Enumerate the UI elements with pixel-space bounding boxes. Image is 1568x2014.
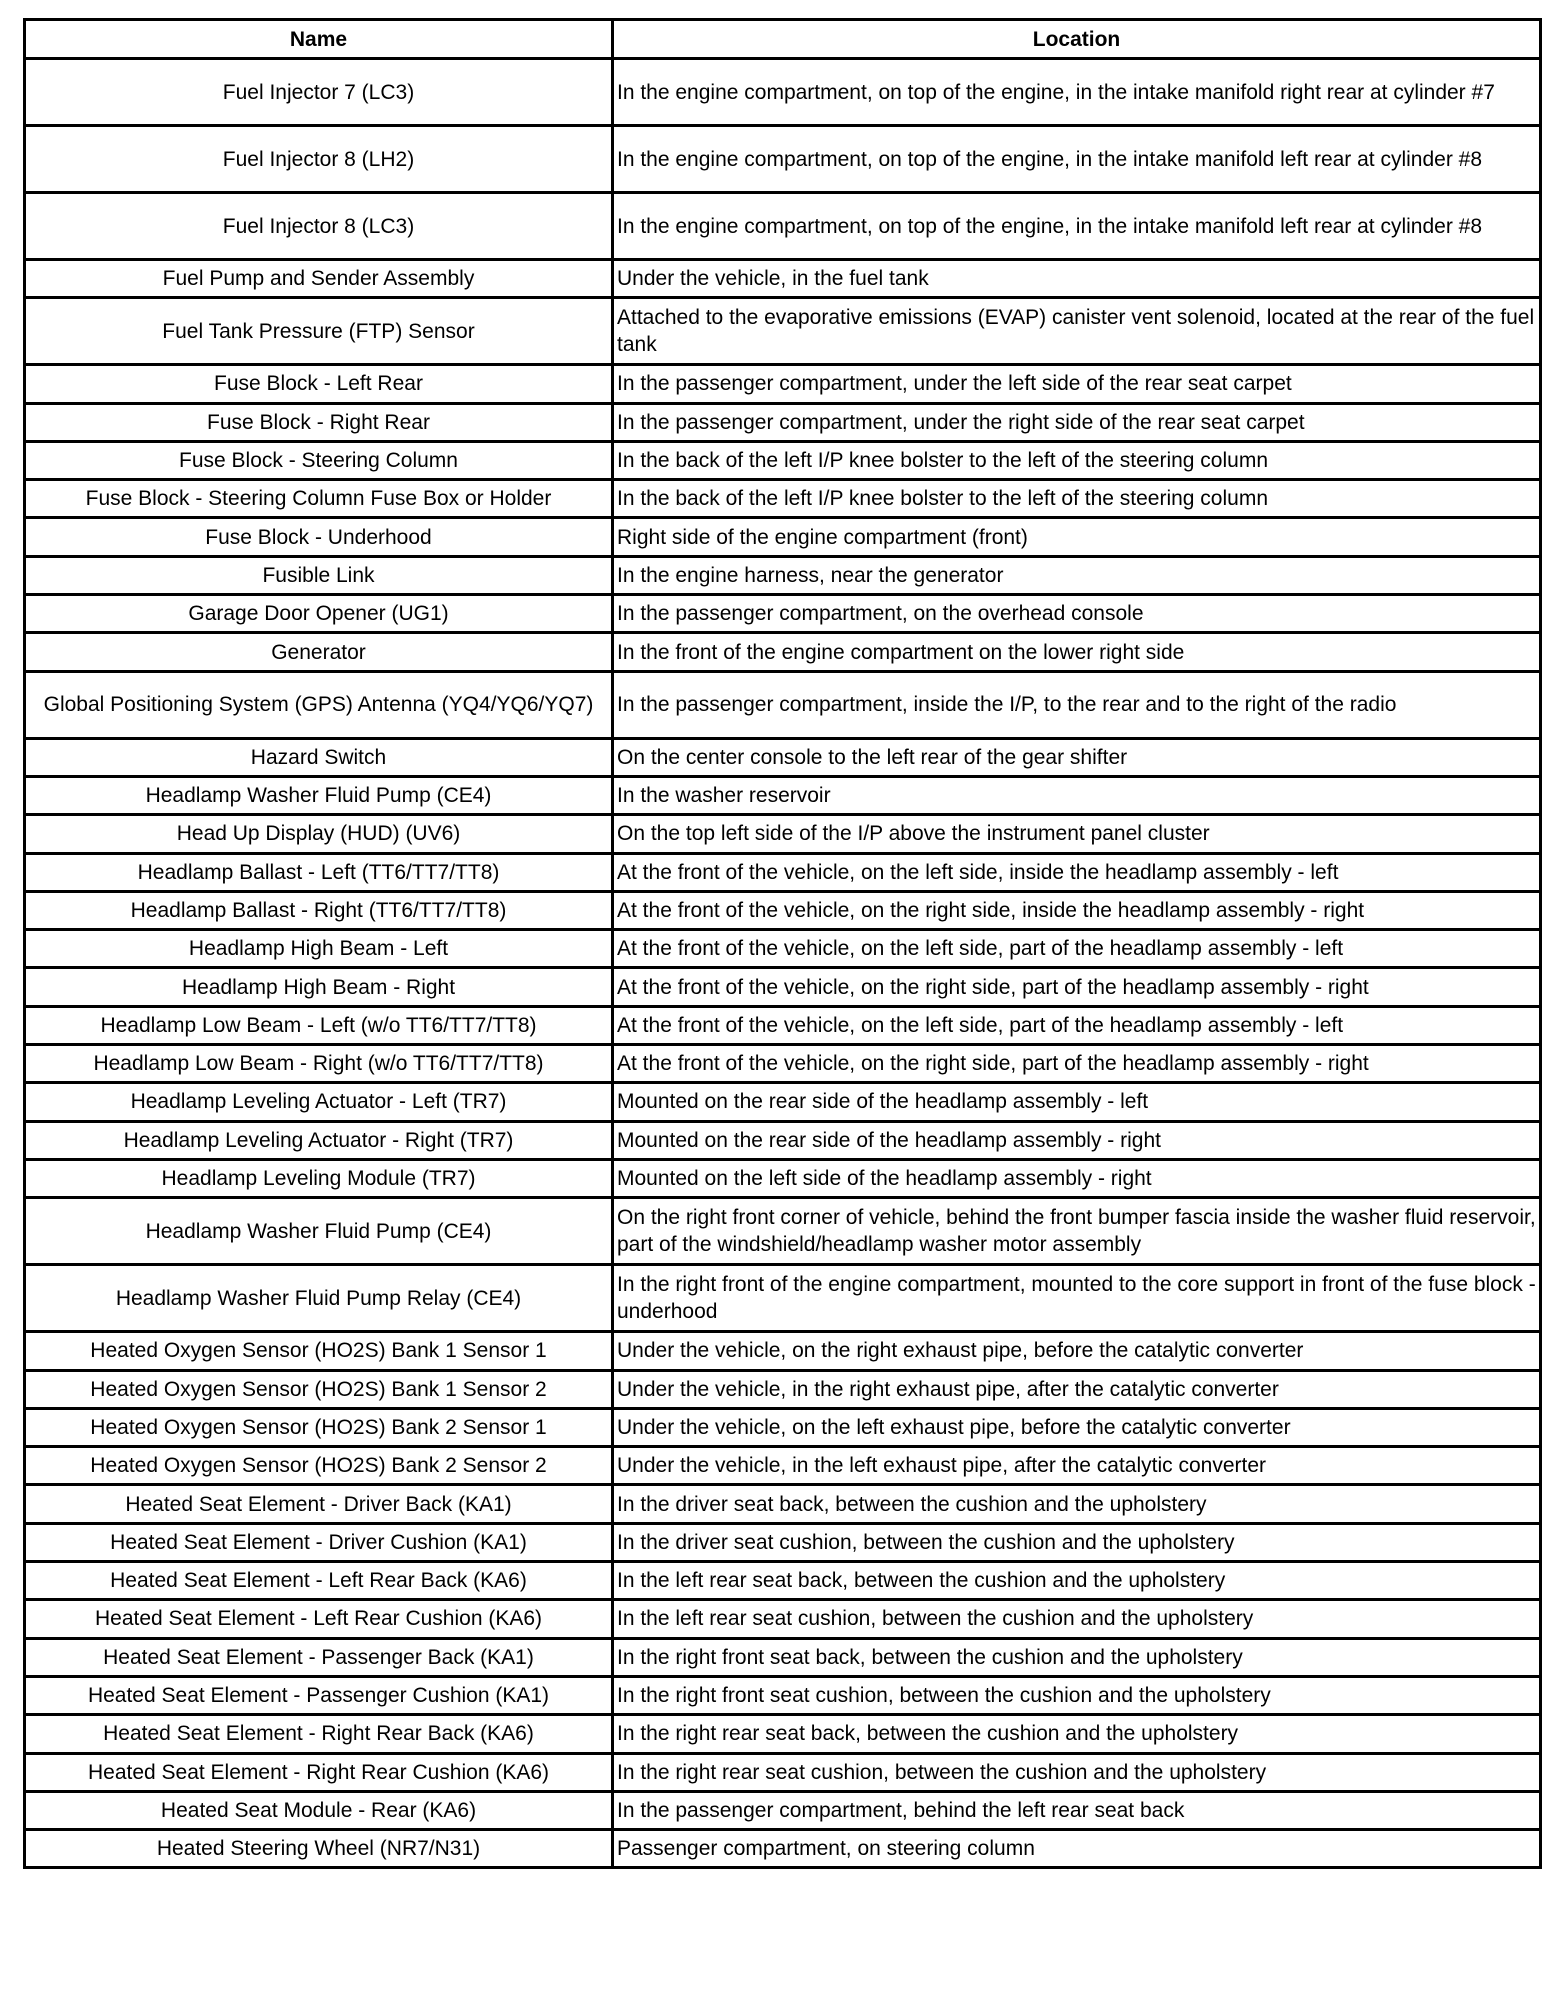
component-name-cell: Headlamp Leveling Actuator - Left (TR7) [25,1083,613,1121]
component-name-cell: Fuel Injector 8 (LC3) [25,193,613,260]
table-row [25,891,1541,929]
table-row [25,1083,1541,1121]
table-row [25,298,1541,365]
component-name-cell: Fuse Block - Left Rear [25,365,613,403]
table-row [25,1715,1541,1753]
component-location-cell: In the passenger compartment, under the left side of the rear seat carpet [613,365,1541,403]
table-row [25,1045,1541,1083]
component-name-cell: Generator [25,633,613,671]
component-name-cell: Headlamp Leveling Module (TR7) [25,1159,613,1197]
component-location-cell: In the right front seat back, between the cushion and the upholstery [613,1638,1541,1676]
table-row [25,403,1541,441]
component-location-cell: In the right front seat cushion, between the cushion and the upholstery [613,1676,1541,1714]
component-location-cell: At the front of the vehicle, on the right side, part of the headlamp assembly - right [613,1045,1541,1083]
table-row [25,441,1541,479]
component-location-cell: In the passenger compartment, under the right side of the rear seat carpet [613,403,1541,441]
component-location-cell: In the engine compartment, on top of the engine, in the intake manifold left rear at cylinder #8 [613,126,1541,193]
component-location-cell: In the passenger compartment, behind the left rear seat back [613,1791,1541,1829]
component-name-cell: Heated Oxygen Sensor (HO2S) Bank 2 Sensor 1 [25,1408,613,1446]
component-name-cell: Heated Seat Element - Driver Back (KA1) [25,1485,613,1523]
component-location-cell: Under the vehicle, on the left exhaust pipe, before the catalytic converter [613,1408,1541,1446]
table-row [25,556,1541,594]
component-location-cell: At the front of the vehicle, on the left side, part of the headlamp assembly - left [613,930,1541,968]
table-row [25,1006,1541,1044]
component-location-cell: On the top left side of the I/P above the instrument panel cluster [613,815,1541,853]
table-row [25,633,1541,671]
component-name-cell: Fuel Tank Pressure (FTP) Sensor [25,298,613,365]
table-row [25,1485,1541,1523]
table-row [25,480,1541,518]
component-location-table [23,18,1542,1869]
table-row [25,671,1541,738]
component-name-cell: Heated Seat Element - Right Rear Cushion (KA6) [25,1753,613,1791]
component-name-cell: Headlamp Low Beam - Right (w/o TT6/TT7/TT8) [25,1045,613,1083]
table-row [25,1638,1541,1676]
table-row [25,853,1541,891]
table-row [25,930,1541,968]
component-location-cell: In the front of the engine compartment on the lower right side [613,633,1541,671]
table-row [25,193,1541,260]
component-name-cell: Headlamp Washer Fluid Pump (CE4) [25,776,613,814]
component-location-cell: On the center console to the left rear of the gear shifter [613,738,1541,776]
table-row [25,1562,1541,1600]
component-location-cell: At the front of the vehicle, on the left side, part of the headlamp assembly - left [613,1006,1541,1044]
component-name-cell: Heated Steering Wheel (NR7/N31) [25,1830,613,1868]
component-name-cell: Fuse Block - Right Rear [25,403,613,441]
component-name-cell: Heated Oxygen Sensor (HO2S) Bank 1 Sensor 1 [25,1332,613,1370]
component-name-cell: Headlamp Washer Fluid Pump (CE4) [25,1198,613,1265]
table-row [25,1370,1541,1408]
table-row [25,1753,1541,1791]
component-name-cell: Heated Seat Element - Left Rear Cushion (KA6) [25,1600,613,1638]
component-name-cell: Heated Seat Module - Rear (KA6) [25,1791,613,1829]
component-location-cell: Mounted on the rear side of the headlamp assembly - left [613,1083,1541,1121]
component-name-cell: Fuel Injector 8 (LH2) [25,126,613,193]
component-location-cell: Right side of the engine compartment (front) [613,518,1541,556]
component-name-cell: Headlamp High Beam - Left [25,930,613,968]
component-name-cell: Fusible Link [25,556,613,594]
component-name-cell: Headlamp Low Beam - Left (w/o TT6/TT7/TT8) [25,1006,613,1044]
component-location-cell: On the right front corner of vehicle, behind the front bumper fascia inside the washer fluid reservoir, part of the windshield/headlamp washer motor assembly [613,1198,1541,1265]
name-column-header: Name [25,20,613,59]
component-name-cell: Heated Seat Element - Left Rear Back (KA6) [25,1562,613,1600]
component-name-cell: Fuse Block - Steering Column [25,441,613,479]
component-location-cell: In the engine compartment, on top of the engine, in the intake manifold right rear at cylinder #7 [613,59,1541,126]
component-location-cell: In the right rear seat cushion, between the cushion and the upholstery [613,1753,1541,1791]
table-row [25,1198,1541,1265]
table-row [25,1332,1541,1370]
component-location-cell: Under the vehicle, on the right exhaust pipe, before the catalytic converter [613,1332,1541,1370]
component-location-cell: In the driver seat back, between the cushion and the upholstery [613,1485,1541,1523]
component-location-cell: Under the vehicle, in the fuel tank [613,260,1541,298]
location-column-header: Location [613,20,1541,59]
component-name-cell: Headlamp Washer Fluid Pump Relay (CE4) [25,1265,613,1332]
component-name-cell: Global Positioning System (GPS) Antenna (YQ4/YQ6/YQ7) [25,671,613,738]
table-row [25,1523,1541,1561]
component-location-cell: Under the vehicle, in the right exhaust pipe, after the catalytic converter [613,1370,1541,1408]
table-row [25,1159,1541,1197]
component-location-cell: Passenger compartment, on steering column [613,1830,1541,1868]
component-location-cell: In the left rear seat cushion, between the cushion and the upholstery [613,1600,1541,1638]
component-name-cell: Heated Oxygen Sensor (HO2S) Bank 1 Sensor 2 [25,1370,613,1408]
component-location-cell: In the driver seat cushion, between the cushion and the upholstery [613,1523,1541,1561]
component-name-cell: Hazard Switch [25,738,613,776]
component-name-cell: Heated Seat Element - Right Rear Back (KA6) [25,1715,613,1753]
table-row [25,59,1541,126]
component-location-cell: In the engine harness, near the generator [613,556,1541,594]
table-row [25,260,1541,298]
component-location-cell: At the front of the vehicle, on the right side, part of the headlamp assembly - right [613,968,1541,1006]
component-location-cell: In the passenger compartment, on the overhead console [613,595,1541,633]
table-row [25,595,1541,633]
component-name-cell: Fuel Injector 7 (LC3) [25,59,613,126]
component-location-cell: In the back of the left I/P knee bolster to the left of the steering column [613,441,1541,479]
component-location-cell: In the passenger compartment, inside the I/P, to the rear and to the right of the radio [613,671,1541,738]
component-name-cell: Fuse Block - Steering Column Fuse Box or Holder [25,480,613,518]
component-name-cell: Headlamp High Beam - Right [25,968,613,1006]
header-row [25,20,1541,59]
component-name-cell: Headlamp Ballast - Right (TT6/TT7/TT8) [25,891,613,929]
table-row [25,1676,1541,1714]
component-name-cell: Heated Seat Element - Passenger Cushion (KA1) [25,1676,613,1714]
component-location-cell: In the right rear seat back, between the cushion and the upholstery [613,1715,1541,1753]
table-row [25,1600,1541,1638]
component-location-cell: In the engine compartment, on top of the engine, in the intake manifold left rear at cylinder #8 [613,193,1541,260]
table-row [25,738,1541,776]
table-row [25,776,1541,814]
table-row [25,1830,1541,1868]
component-name-cell: Fuse Block - Underhood [25,518,613,556]
component-name-cell: Garage Door Opener (UG1) [25,595,613,633]
component-location-cell: At the front of the vehicle, on the left side, inside the headlamp assembly - left [613,853,1541,891]
component-location-cell: In the washer reservoir [613,776,1541,814]
component-name-cell: Headlamp Ballast - Left (TT6/TT7/TT8) [25,853,613,891]
table-row [25,126,1541,193]
component-location-cell: In the left rear seat back, between the cushion and the upholstery [613,1562,1541,1600]
component-location-cell: In the back of the left I/P knee bolster to the left of the steering column [613,480,1541,518]
component-location-cell: Mounted on the left side of the headlamp assembly - right [613,1159,1541,1197]
table-row [25,1408,1541,1446]
component-name-cell: Fuel Pump and Sender Assembly [25,260,613,298]
table-row [25,518,1541,556]
table-row [25,1791,1541,1829]
table-row [25,1121,1541,1159]
table-row [25,365,1541,403]
component-location-cell: At the front of the vehicle, on the right side, inside the headlamp assembly - right [613,891,1541,929]
component-location-cell: Mounted on the rear side of the headlamp assembly - right [613,1121,1541,1159]
table-row [25,1265,1541,1332]
component-name-cell: Headlamp Leveling Actuator - Right (TR7) [25,1121,613,1159]
component-name-cell: Head Up Display (HUD) (UV6) [25,815,613,853]
component-name-cell: Heated Seat Element - Driver Cushion (KA1) [25,1523,613,1561]
table-row [25,815,1541,853]
component-name-cell: Heated Seat Element - Passenger Back (KA1) [25,1638,613,1676]
table-row [25,1447,1541,1485]
component-location-cell: Under the vehicle, in the left exhaust pipe, after the catalytic converter [613,1447,1541,1485]
component-name-cell: Heated Oxygen Sensor (HO2S) Bank 2 Sensor 2 [25,1447,613,1485]
component-location-cell: Attached to the evaporative emissions (EVAP) canister vent solenoid, located at the rear of the fuel tank [613,298,1541,365]
table-row [25,968,1541,1006]
component-location-cell: In the right front of the engine compartment, mounted to the core support in front of the fuse block - underhood [613,1265,1541,1332]
